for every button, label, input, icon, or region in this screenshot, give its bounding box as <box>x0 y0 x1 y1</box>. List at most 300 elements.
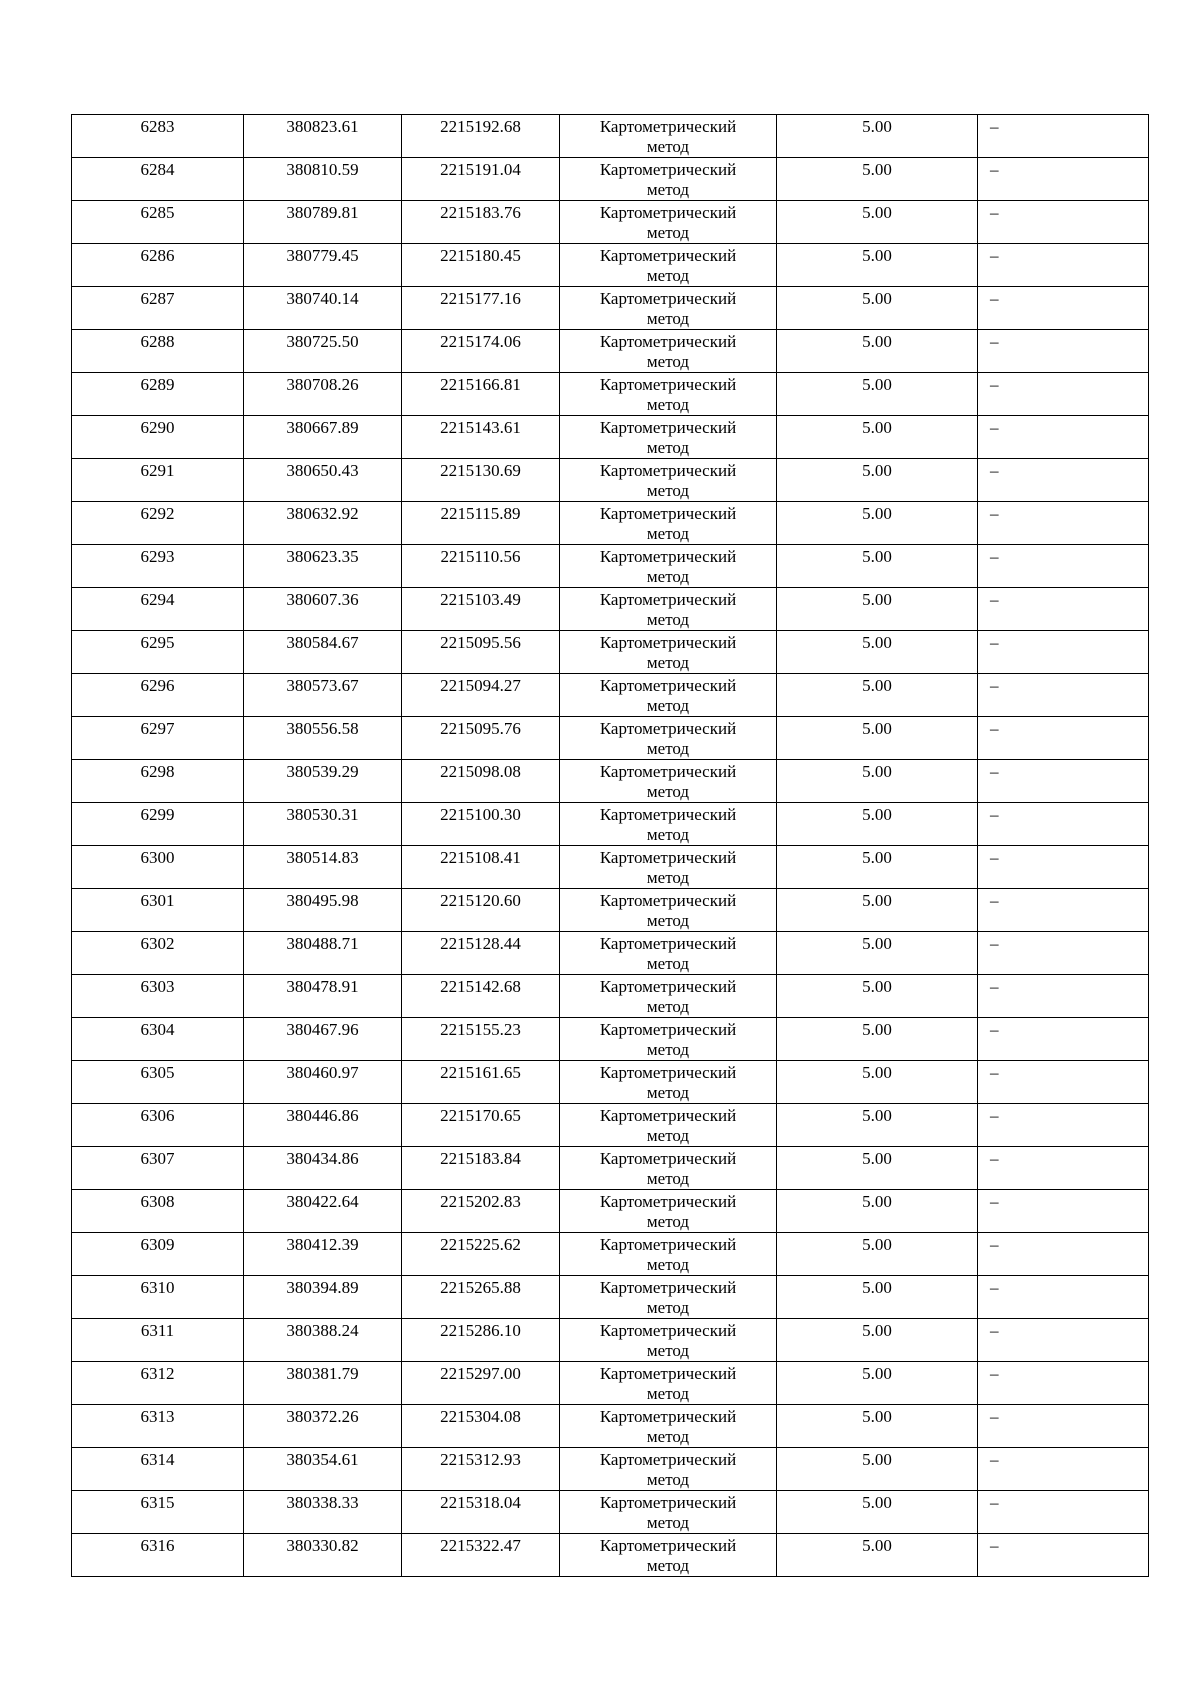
point-number-cell <box>72 1491 244 1534</box>
y-coordinate-cell <box>402 502 560 545</box>
note-value: – <box>990 848 999 867</box>
point-number: 6291 <box>140 461 175 480</box>
accuracy-cell <box>777 416 978 459</box>
method-text <box>560 115 776 157</box>
y-coordinate-cell <box>402 459 560 502</box>
y-coordinate: 2215192.68 <box>440 117 521 136</box>
accuracy-cell <box>777 330 978 373</box>
accuracy-value: 5.00 <box>862 891 892 910</box>
note-value: – <box>990 762 999 781</box>
table-row <box>72 588 1149 631</box>
accuracy-cell <box>777 1190 978 1233</box>
accuracy-value: 5.00 <box>862 1321 892 1340</box>
table-row <box>72 1147 1149 1190</box>
table-row <box>72 1233 1149 1276</box>
method-cell <box>560 760 777 803</box>
accuracy-cell <box>777 1448 978 1491</box>
y-coordinate: 2215180.45 <box>440 246 521 265</box>
accuracy-value: 5.00 <box>862 203 892 222</box>
y-coordinate-cell <box>402 1405 560 1448</box>
y-coordinate: 2215103.49 <box>440 590 521 609</box>
y-coordinate: 2215155.23 <box>440 1020 521 1039</box>
method-line-2: метод <box>646 954 690 973</box>
x-coordinate: 380708.26 <box>286 375 359 394</box>
x-coordinate: 380530.31 <box>286 805 359 824</box>
method-cell <box>560 502 777 545</box>
method-cell <box>560 373 777 416</box>
point-number: 6315 <box>140 1493 175 1512</box>
note-value: – <box>990 891 999 910</box>
y-coordinate-cell <box>402 330 560 373</box>
point-number-cell <box>72 201 244 244</box>
method-line-2: метод <box>646 438 690 457</box>
y-coordinate-cell <box>402 1491 560 1534</box>
method-line-1: Картометрический <box>599 418 737 437</box>
method-text <box>560 717 776 759</box>
y-coordinate-cell <box>402 244 560 287</box>
x-coordinate-cell <box>244 158 402 201</box>
point-number-cell <box>72 1190 244 1233</box>
method-cell <box>560 1104 777 1147</box>
point-number: 6289 <box>140 375 175 394</box>
table-row <box>72 416 1149 459</box>
point-number-cell <box>72 1405 244 1448</box>
method-cell <box>560 115 777 158</box>
y-coordinate-cell <box>402 932 560 975</box>
method-text <box>560 846 776 888</box>
x-coordinate-cell <box>244 416 402 459</box>
method-line-1: Картометрический <box>599 1364 737 1383</box>
accuracy-value: 5.00 <box>862 418 892 437</box>
method-line-1: Картометрический <box>599 719 737 738</box>
method-text <box>560 932 776 974</box>
note-cell <box>978 1147 1149 1190</box>
table-row <box>72 545 1149 588</box>
x-coordinate: 380514.83 <box>286 848 359 867</box>
accuracy-cell <box>777 846 978 889</box>
method-cell <box>560 1018 777 1061</box>
accuracy-value: 5.00 <box>862 1364 892 1383</box>
note-value: – <box>990 203 999 222</box>
method-cell <box>560 244 777 287</box>
y-coordinate-cell <box>402 1104 560 1147</box>
note-cell <box>978 545 1149 588</box>
y-coordinate: 2215095.76 <box>440 719 521 738</box>
x-coordinate-cell <box>244 1061 402 1104</box>
method-line-2: метод <box>646 524 690 543</box>
accuracy-cell <box>777 760 978 803</box>
accuracy-value: 5.00 <box>862 1149 892 1168</box>
x-coordinate: 380412.39 <box>286 1235 359 1254</box>
coordinates-table-body <box>72 115 1149 1577</box>
point-number-cell <box>72 588 244 631</box>
x-coordinate: 380446.86 <box>286 1106 359 1125</box>
method-text <box>560 1276 776 1318</box>
method-text <box>560 244 776 286</box>
point-number: 6303 <box>140 977 175 996</box>
accuracy-value: 5.00 <box>862 805 892 824</box>
x-coordinate: 380434.86 <box>286 1149 359 1168</box>
method-line-1: Картометрический <box>599 762 737 781</box>
point-number: 6314 <box>140 1450 175 1469</box>
method-line-1: Картометрический <box>599 1106 737 1125</box>
x-coordinate-cell <box>244 717 402 760</box>
table-row <box>72 803 1149 846</box>
table-row <box>72 330 1149 373</box>
y-coordinate: 2215098.08 <box>440 762 521 781</box>
y-coordinate: 2215177.16 <box>440 289 521 308</box>
x-coordinate-cell <box>244 1319 402 1362</box>
method-cell <box>560 932 777 975</box>
note-cell <box>978 846 1149 889</box>
point-number-cell <box>72 1448 244 1491</box>
method-cell <box>560 1147 777 1190</box>
note-cell <box>978 1061 1149 1104</box>
accuracy-value: 5.00 <box>862 1450 892 1469</box>
accuracy-value: 5.00 <box>862 1106 892 1125</box>
method-line-1: Картометрический <box>599 676 737 695</box>
point-number: 6311 <box>140 1321 175 1340</box>
point-number: 6313 <box>140 1407 175 1426</box>
method-line-1: Картометрический <box>599 461 737 480</box>
y-coordinate-cell <box>402 803 560 846</box>
y-coordinate: 2215108.41 <box>440 848 521 867</box>
point-number-cell <box>72 889 244 932</box>
note-cell <box>978 803 1149 846</box>
method-text <box>560 1061 776 1103</box>
note-cell <box>978 1362 1149 1405</box>
x-coordinate: 380372.26 <box>286 1407 359 1426</box>
method-line-1: Картометрический <box>599 332 737 351</box>
point-number-cell <box>72 1061 244 1104</box>
method-line-1: Картометрический <box>599 1192 737 1211</box>
y-coordinate-cell <box>402 1147 560 1190</box>
method-line-2: метод <box>646 1040 690 1059</box>
y-coordinate: 2215161.65 <box>440 1063 521 1082</box>
y-coordinate: 2215265.88 <box>440 1278 521 1297</box>
point-number: 6302 <box>140 934 175 953</box>
method-line-1: Картометрический <box>599 1407 737 1426</box>
method-line-1: Картометрический <box>599 289 737 308</box>
table-row <box>72 760 1149 803</box>
x-coordinate-cell <box>244 459 402 502</box>
accuracy-cell <box>777 158 978 201</box>
y-coordinate: 2215143.61 <box>440 418 521 437</box>
x-coordinate-cell <box>244 631 402 674</box>
point-number: 6300 <box>140 848 175 867</box>
point-number: 6309 <box>140 1235 175 1254</box>
accuracy-cell <box>777 1104 978 1147</box>
y-coordinate-cell <box>402 717 560 760</box>
y-coordinate: 2215120.60 <box>440 891 521 910</box>
x-coordinate: 380740.14 <box>286 289 359 308</box>
y-coordinate: 2215297.00 <box>440 1364 521 1383</box>
table-row <box>72 1018 1149 1061</box>
x-coordinate: 380467.96 <box>286 1020 359 1039</box>
table-row <box>72 846 1149 889</box>
x-coordinate-cell <box>244 201 402 244</box>
accuracy-value: 5.00 <box>862 1192 892 1211</box>
y-coordinate: 2215115.89 <box>440 504 521 523</box>
method-line-1: Картометрический <box>599 1235 737 1254</box>
accuracy-cell <box>777 932 978 975</box>
method-line-1: Картометрический <box>599 633 737 652</box>
accuracy-cell <box>777 674 978 717</box>
note-cell <box>978 588 1149 631</box>
x-coordinate-cell <box>244 1018 402 1061</box>
point-number-cell <box>72 244 244 287</box>
method-cell <box>560 588 777 631</box>
point-number-cell <box>72 803 244 846</box>
x-coordinate: 380789.81 <box>286 203 359 222</box>
method-text <box>560 416 776 458</box>
point-number-cell <box>72 1104 244 1147</box>
point-number-cell <box>72 1534 244 1577</box>
y-coordinate: 2215304.08 <box>440 1407 521 1426</box>
x-coordinate: 380394.89 <box>286 1278 359 1297</box>
method-text <box>560 459 776 501</box>
point-number: 6298 <box>140 762 175 781</box>
method-line-1: Картометрический <box>599 805 737 824</box>
x-coordinate: 380573.67 <box>286 676 359 695</box>
point-number-cell <box>72 330 244 373</box>
accuracy-value: 5.00 <box>862 633 892 652</box>
accuracy-cell <box>777 1276 978 1319</box>
method-line-2: метод <box>646 1212 690 1231</box>
point-number: 6304 <box>140 1020 175 1039</box>
x-coordinate-cell <box>244 244 402 287</box>
accuracy-value: 5.00 <box>862 246 892 265</box>
accuracy-cell <box>777 803 978 846</box>
note-cell <box>978 502 1149 545</box>
method-cell <box>560 889 777 932</box>
accuracy-value: 5.00 <box>862 160 892 179</box>
note-value: – <box>990 1063 999 1082</box>
note-cell <box>978 373 1149 416</box>
method-text <box>560 889 776 931</box>
x-coordinate-cell <box>244 1362 402 1405</box>
accuracy-cell <box>777 1319 978 1362</box>
method-line-2: метод <box>646 1427 690 1446</box>
table-row <box>72 201 1149 244</box>
accuracy-cell <box>777 588 978 631</box>
x-coordinate: 380388.24 <box>286 1321 359 1340</box>
x-coordinate: 380725.50 <box>286 332 359 351</box>
y-coordinate: 2215286.10 <box>440 1321 521 1340</box>
accuracy-cell <box>777 201 978 244</box>
point-number: 6290 <box>140 418 175 437</box>
accuracy-value: 5.00 <box>862 1493 892 1512</box>
method-line-1: Картометрический <box>599 375 737 394</box>
accuracy-value: 5.00 <box>862 934 892 953</box>
method-cell <box>560 1319 777 1362</box>
table-row <box>72 674 1149 717</box>
x-coordinate: 380381.79 <box>286 1364 359 1383</box>
point-number: 6288 <box>140 332 175 351</box>
method-line-2: метод <box>646 395 690 414</box>
point-number: 6307 <box>140 1149 175 1168</box>
method-line-2: метод <box>646 1126 690 1145</box>
accuracy-cell <box>777 287 978 330</box>
accuracy-cell <box>777 1362 978 1405</box>
note-cell <box>978 1405 1149 1448</box>
y-coordinate-cell <box>402 373 560 416</box>
method-cell <box>560 1491 777 1534</box>
method-cell <box>560 287 777 330</box>
x-coordinate-cell <box>244 115 402 158</box>
x-coordinate-cell <box>244 674 402 717</box>
x-coordinate-cell <box>244 846 402 889</box>
method-text <box>560 760 776 802</box>
x-coordinate: 380488.71 <box>286 934 359 953</box>
point-number-cell <box>72 932 244 975</box>
note-cell <box>978 1190 1149 1233</box>
note-value: – <box>990 934 999 953</box>
y-coordinate: 2215166.81 <box>440 375 521 394</box>
table-row <box>72 1491 1149 1534</box>
accuracy-cell <box>777 373 978 416</box>
method-line-1: Картометрический <box>599 1321 737 1340</box>
accuracy-value: 5.00 <box>862 117 892 136</box>
accuracy-cell <box>777 631 978 674</box>
method-line-2: метод <box>646 1341 690 1360</box>
point-number: 6294 <box>140 590 175 609</box>
note-value: – <box>990 805 999 824</box>
y-coordinate-cell <box>402 846 560 889</box>
y-coordinate: 2215225.62 <box>440 1235 521 1254</box>
method-line-2: метод <box>646 1384 690 1403</box>
method-line-2: метод <box>646 1556 690 1575</box>
method-line-1: Картометрический <box>599 1063 737 1082</box>
x-coordinate-cell <box>244 932 402 975</box>
accuracy-cell <box>777 244 978 287</box>
y-coordinate: 2215110.56 <box>440 547 521 566</box>
note-value: – <box>990 375 999 394</box>
note-value: – <box>990 676 999 695</box>
y-coordinate-cell <box>402 158 560 201</box>
method-line-1: Картометрический <box>599 160 737 179</box>
y-coordinate: 2215170.65 <box>440 1106 521 1125</box>
y-coordinate-cell <box>402 1276 560 1319</box>
table-row <box>72 1276 1149 1319</box>
method-text <box>560 1534 776 1576</box>
method-text <box>560 201 776 243</box>
method-line-2: метод <box>646 567 690 586</box>
y-coordinate-cell <box>402 1018 560 1061</box>
point-number: 6286 <box>140 246 175 265</box>
table-row <box>72 717 1149 760</box>
method-line-2: метод <box>646 653 690 672</box>
accuracy-value: 5.00 <box>862 1407 892 1426</box>
accuracy-value: 5.00 <box>862 1020 892 1039</box>
method-cell <box>560 1276 777 1319</box>
accuracy-value: 5.00 <box>862 719 892 738</box>
table-row <box>72 932 1149 975</box>
x-coordinate-cell <box>244 889 402 932</box>
method-text <box>560 588 776 630</box>
x-coordinate: 380330.82 <box>286 1536 359 1555</box>
x-coordinate: 380556.58 <box>286 719 359 738</box>
point-number: 6308 <box>140 1192 175 1211</box>
method-line-1: Картометрический <box>599 203 737 222</box>
method-line-2: метод <box>646 997 690 1016</box>
method-line-2: метод <box>646 352 690 371</box>
y-coordinate-cell <box>402 889 560 932</box>
accuracy-value: 5.00 <box>862 1536 892 1555</box>
note-cell <box>978 760 1149 803</box>
y-coordinate-cell <box>402 975 560 1018</box>
method-line-2: метод <box>646 1470 690 1489</box>
accuracy-value: 5.00 <box>862 1063 892 1082</box>
note-value: – <box>990 1278 999 1297</box>
y-coordinate: 2215130.69 <box>440 461 521 480</box>
note-value: – <box>990 1020 999 1039</box>
note-value: – <box>990 461 999 480</box>
method-line-1: Картометрический <box>599 1450 737 1469</box>
note-cell <box>978 115 1149 158</box>
accuracy-value: 5.00 <box>862 848 892 867</box>
method-text <box>560 1448 776 1490</box>
x-coordinate: 380667.89 <box>286 418 359 437</box>
note-cell <box>978 889 1149 932</box>
method-text <box>560 631 776 673</box>
accuracy-cell <box>777 545 978 588</box>
accuracy-value: 5.00 <box>862 504 892 523</box>
method-line-2: метод <box>646 1513 690 1532</box>
x-coordinate: 380584.67 <box>286 633 359 652</box>
y-coordinate: 2215100.30 <box>440 805 521 824</box>
table-row <box>72 1104 1149 1147</box>
note-cell <box>978 158 1149 201</box>
point-number-cell <box>72 158 244 201</box>
method-cell <box>560 1190 777 1233</box>
method-line-1: Картометрический <box>599 1149 737 1168</box>
method-text <box>560 1491 776 1533</box>
accuracy-cell <box>777 459 978 502</box>
point-number: 6312 <box>140 1364 175 1383</box>
accuracy-cell <box>777 1061 978 1104</box>
note-value: – <box>990 117 999 136</box>
accuracy-value: 5.00 <box>862 332 892 351</box>
x-coordinate-cell <box>244 1491 402 1534</box>
method-cell <box>560 975 777 1018</box>
method-line-1: Картометрический <box>599 547 737 566</box>
accuracy-value: 5.00 <box>862 461 892 480</box>
y-coordinate-cell <box>402 1190 560 1233</box>
note-value: – <box>990 332 999 351</box>
point-number: 6293 <box>140 547 175 566</box>
y-coordinate-cell <box>402 287 560 330</box>
x-coordinate: 380650.43 <box>286 461 359 480</box>
method-line-1: Картометрический <box>599 1278 737 1297</box>
point-number-cell <box>72 1362 244 1405</box>
x-coordinate-cell <box>244 1147 402 1190</box>
table-row <box>72 1534 1149 1577</box>
point-number: 6283 <box>140 117 175 136</box>
note-cell <box>978 1104 1149 1147</box>
method-cell <box>560 545 777 588</box>
note-cell <box>978 674 1149 717</box>
accuracy-value: 5.00 <box>862 762 892 781</box>
accuracy-cell <box>777 1405 978 1448</box>
x-coordinate: 380478.91 <box>286 977 359 996</box>
method-text <box>560 1018 776 1060</box>
method-text <box>560 803 776 845</box>
point-number-cell <box>72 1233 244 1276</box>
y-coordinate-cell <box>402 1448 560 1491</box>
method-text <box>560 1362 776 1404</box>
note-value: – <box>990 1106 999 1125</box>
